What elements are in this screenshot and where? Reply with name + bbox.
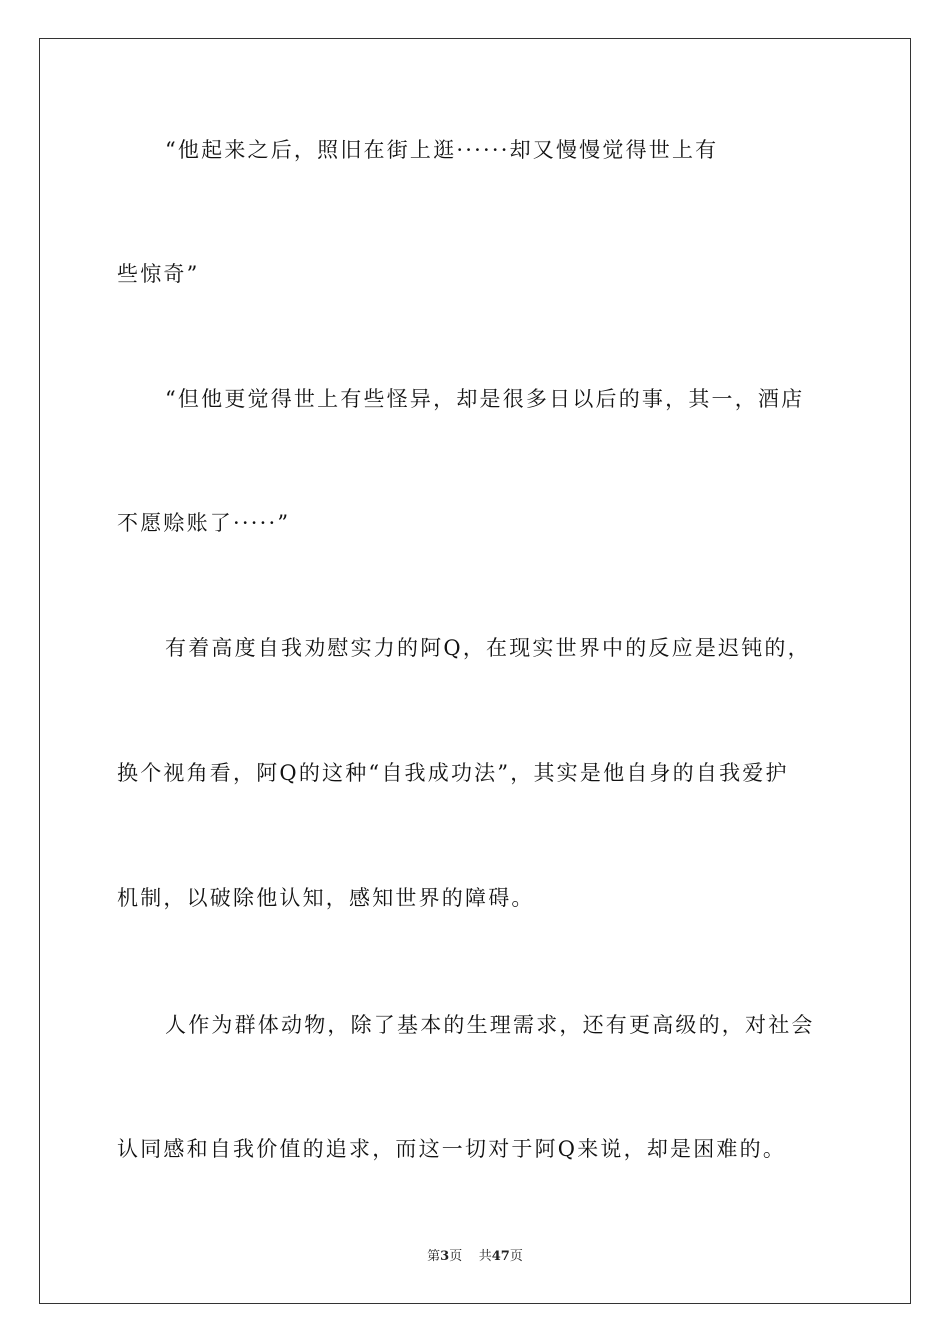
paragraph-4-line-2: 认同感和自我价值的追求，而这一切对于阿Q来说，却是困难的。 (117, 1137, 787, 1161)
paragraph-2-line-1: “但他更觉得世上有些怪异，却是很多日以后的事，其一，酒店 (165, 387, 805, 411)
paragraph-1-line-1: “他起来之后，照旧在街上逛······却又慢慢觉得世上有 (165, 138, 719, 162)
footer-page-prefix: 第 (427, 1249, 441, 1264)
footer-page-suffix: 页 (449, 1249, 463, 1264)
paragraph-4-line-1: 人作为群体动物，除了基本的生理需求，还有更高级的，对社会 (165, 1013, 815, 1037)
paragraph-3-line-3: 机制，以破除他认知，感知世界的障碍。 (117, 886, 535, 910)
footer-page-number: 3 (440, 1249, 450, 1264)
footer-total-pages: 47 (491, 1249, 510, 1264)
paragraph-3-line-1: 有着高度自我劝慰实力的阿Q，在现实世界中的反应是迟钝的， (165, 636, 811, 660)
page-footer (0, 1248, 950, 1266)
footer-total-prefix: 共 (478, 1249, 492, 1264)
paragraph-1-line-2: 些惊奇” (117, 262, 200, 286)
page-border (39, 38, 911, 1304)
footer-total-suffix: 页 (509, 1249, 523, 1264)
paragraph-3-line-2: 换个视角看，阿Q的这种“自我成功法”，其实是他自身的自我爱护 (117, 761, 789, 785)
paragraph-2-line-2: 不愿赊账了·····” (117, 511, 291, 535)
